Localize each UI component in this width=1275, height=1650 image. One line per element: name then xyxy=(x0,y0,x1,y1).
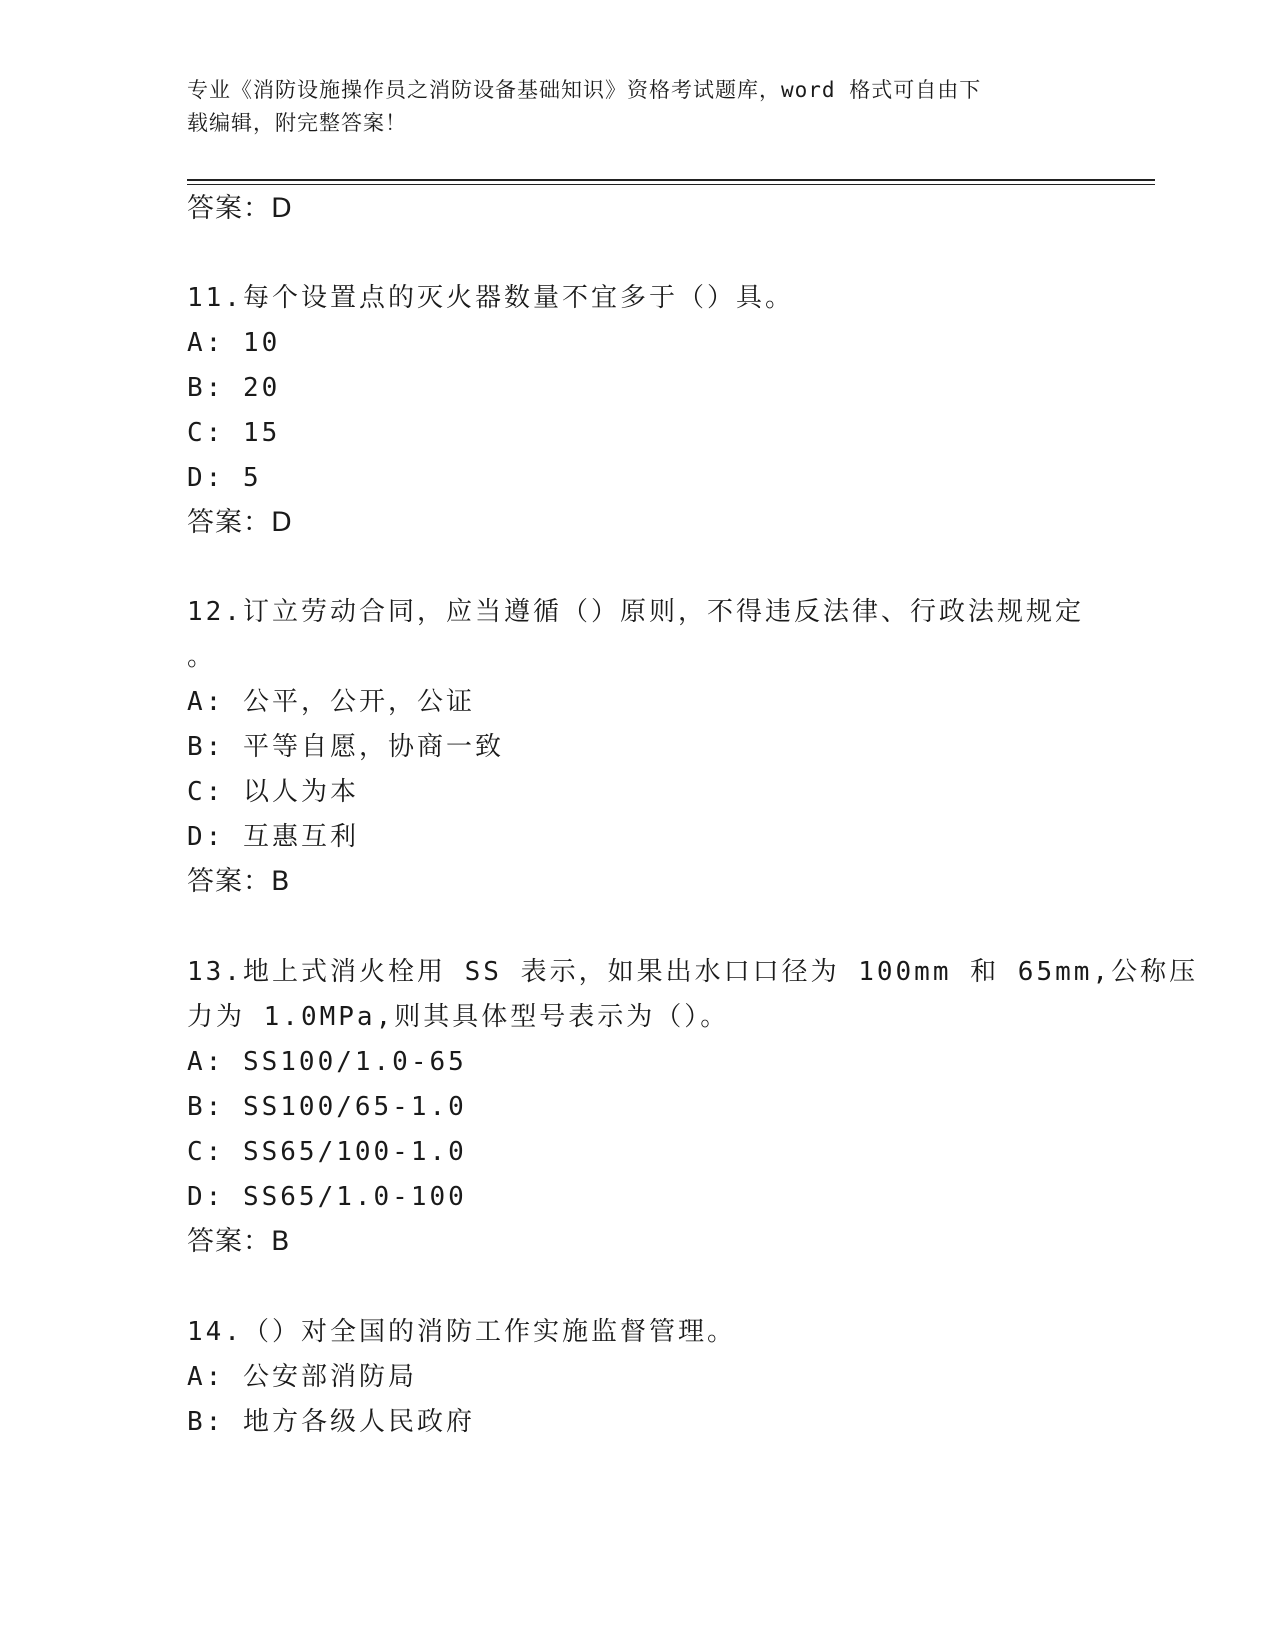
header-rule-thick xyxy=(187,179,1155,181)
question-13-option-c: C: SS65/100-1.0 xyxy=(187,1137,467,1167)
question-11-option-a: A: 10 xyxy=(187,328,281,358)
question-13-stem-line-2: 力为 1.0MPa,则其具体型号表示为（）。 xyxy=(187,1002,730,1032)
question-13-option-d: D: SS65/1.0-100 xyxy=(187,1182,467,1212)
question-12-answer: 答案：B xyxy=(187,866,291,897)
question-14-option-b: B: 地方各级人民政府 xyxy=(187,1407,475,1437)
question-13-option-b: B: SS100/65-1.0 xyxy=(187,1092,467,1122)
question-14-stem: 14.（）对全国的消防工作实施监督管理。 xyxy=(187,1317,736,1347)
question-11-option-b: B: 20 xyxy=(187,373,281,403)
question-11-option-d: D: 5 xyxy=(187,463,262,493)
question-13-option-a: A: SS100/1.0-65 xyxy=(187,1047,467,1077)
question-14-option-a: A: 公安部消防局 xyxy=(187,1362,417,1392)
question-12-stem-line-2: 。 xyxy=(187,642,217,672)
question-12-option-d: D: 互惠互利 xyxy=(187,822,359,852)
document-header xyxy=(187,74,1067,140)
question-13-stem-line-1: 13.地上式消火栓用 SS 表示，如果出水口口径为 100mm 和 65mm,公称压 xyxy=(187,957,1199,987)
question-13-answer: 答案：B xyxy=(187,1226,291,1257)
question-11-answer: 答案：D xyxy=(187,507,293,538)
header-rule-thin xyxy=(187,184,1155,185)
question-12-option-b: B: 平等自愿，协商一致 xyxy=(187,732,504,762)
question-11-stem: 11.每个设置点的灭火器数量不宜多于（）具。 xyxy=(187,283,794,313)
answer-line: 答案：D xyxy=(187,193,293,224)
header-line-2: 载编辑，附完整答案！ xyxy=(187,111,407,135)
question-11-option-c: C: 15 xyxy=(187,418,281,448)
question-12-option-a: A: 公平，公开，公证 xyxy=(187,687,475,717)
question-12-stem-line-1: 12.订立劳动合同，应当遵循（）原则，不得违反法律、行政法规规定 xyxy=(187,597,1084,627)
header-line-1: 专业《消防设施操作员之消防设备基础知识》资格考试题库，word 格式可自由下 xyxy=(187,78,982,102)
question-12-option-c: C: 以人为本 xyxy=(187,777,359,807)
